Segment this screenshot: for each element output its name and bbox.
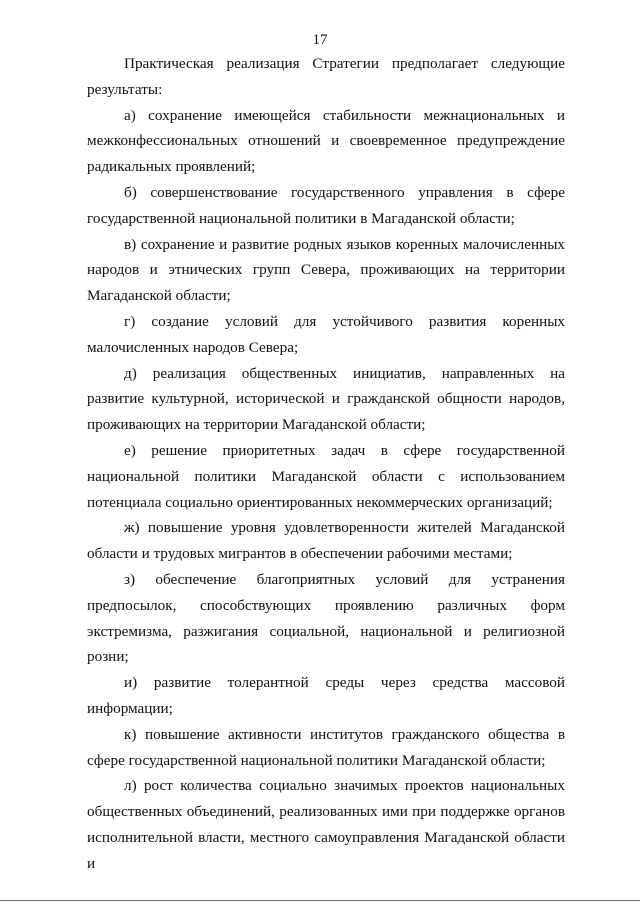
paragraph-item-zh: ж) повышение уровня удовлетворенности жителей Магаданской области и трудовых мигрантов в обеспечении рабочими местами; bbox=[87, 519, 565, 563]
paragraph-item-a: а) сохранение имеющейся стабильности межнациональных и межконфессиональных отношений и своевременное предупреждение радикальных проявлений; bbox=[87, 106, 565, 176]
page-bottom-rule bbox=[0, 900, 640, 901]
paragraph-item-e: е) решение приоритетных задач в сфере государственной национальной политики Магаданской области с использованием потенциала социально ориентированных некоммерческих организаций; bbox=[87, 441, 565, 511]
paragraph-item-i: и) развитие толерантной среды через средства массовой информации; bbox=[87, 674, 565, 717]
paragraph-item-l: л) рост количества социально значимых проектов национальных общественных объединений, реализованных ими при поддержке органов исполнительной власти, местного самоуправления Магаданской области и bbox=[87, 777, 565, 872]
paragraph-item-b: б) совершенствование государственного управления в сфере государственной национальной политики в Магаданской области; bbox=[87, 183, 565, 227]
paragraph-item-v: в) сохранение и развитие родных языков коренных малочисленных народов и этнических групп Севера, проживающих на территории Магаданской области; bbox=[87, 235, 565, 305]
paragraph-item-d: д) реализация общественных инициатив, направленных на развитие культурной, исторической и гражданской общности народов, проживающих на территории Магаданской области; bbox=[87, 364, 565, 434]
document-body bbox=[87, 51, 565, 877]
paragraph-intro: Практическая реализация Стратегии предполагает следующие результаты: bbox=[87, 55, 565, 98]
paragraph-item-g: г) создание условий для устойчивого развития коренных малочисленных народов Севера; bbox=[87, 312, 565, 356]
page-number: 17 bbox=[312, 32, 328, 48]
paragraph-item-z: з) обеспечение благоприятных условий для устранения предпосылок, способствующих проявлению различных форм экстремизма, разжигания социальной, национальной и религиозной розни; bbox=[87, 570, 565, 666]
paragraph-item-k: к) повышение активности институтов гражданского общества в сфере государственной национальной политики Магаданской области; bbox=[87, 725, 565, 769]
